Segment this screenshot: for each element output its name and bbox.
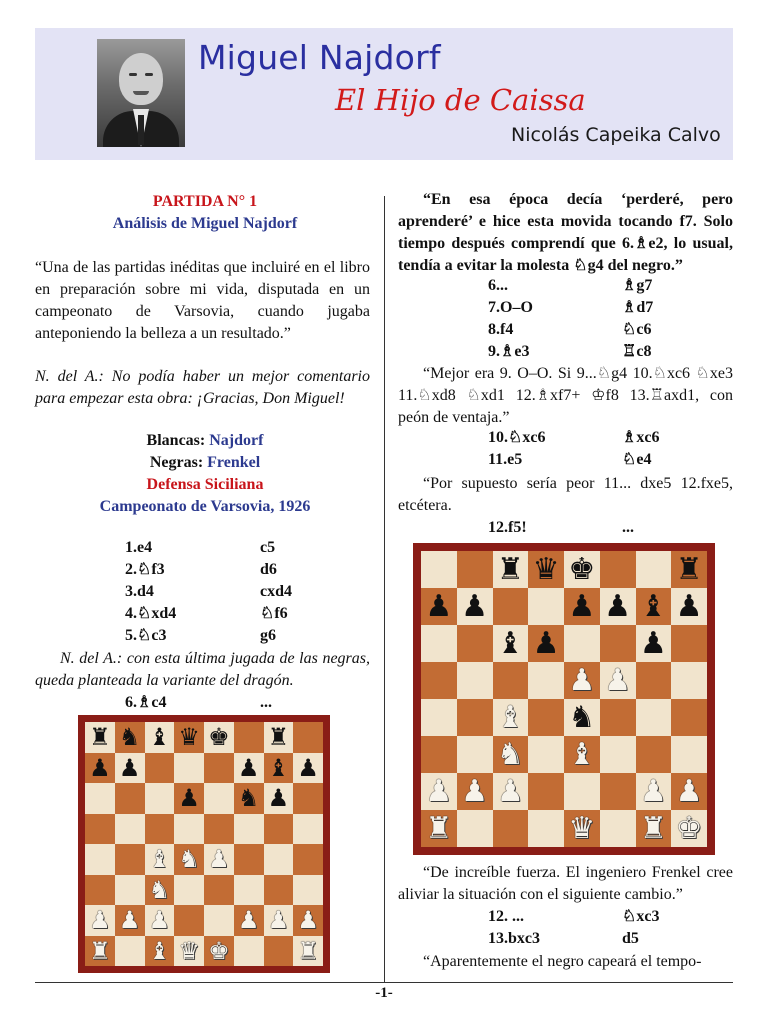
board-square [564,810,600,847]
board-square [115,844,145,875]
board-square [600,773,636,810]
board-square [528,588,564,625]
white-pawn-icon: ♟ [639,773,667,809]
author-note-2: N. del A.: con esta última jugada de las negras, queda planteada la variante del dragón. [35,650,370,689]
move-black: d5 [622,930,639,947]
board-square [600,736,636,773]
board-square [264,875,294,906]
board-square [528,736,564,773]
black-player: Negras: Frenkel [149,454,261,471]
white-bishop-icon: ♝ [148,936,171,965]
board-square [264,905,294,936]
move-black: ♘xc3 [622,908,660,925]
board-square [600,810,636,847]
board-square [600,662,636,699]
board-square [421,551,457,588]
board-square [457,588,493,625]
board-square [421,810,457,847]
quote-paragraph-1: “En esa época decía ‘perderé, pero aprenderé’ e hice esta movida tocando f7. Solo tiempo después comprendí que 6.♗e2, lo usual, tendía a evitar la molesta ♘g4 del negro.” [398,191,733,274]
board-square [528,773,564,810]
black-bishop-icon: ♝ [267,753,290,782]
board-square [528,810,564,847]
board-square [145,844,175,875]
board-square [264,844,294,875]
black-pawn-icon: ♟ [89,753,111,782]
analysis-label: Análisis de Miguel Najdorf [112,215,298,232]
page-number: -1- [375,985,393,1001]
author-photo [97,39,185,147]
quote-paragraph-2: “Mejor era 9. O–O. Si 9...♘g4 10.♘xc6 ♘xe3 11.♘xd8 ♘xd1 12.♗xf7+ ♔f8 13.♖axd1, con peón de ventaja.” [398,365,733,426]
move-white: 9.♗e3 [488,343,530,360]
black-pawn-icon: ♟ [639,625,667,661]
board-square [174,814,204,845]
board-square [493,736,529,773]
board-square [421,625,457,662]
white-queen-icon: ♛ [178,936,200,965]
black-pawn-icon: ♟ [604,588,632,624]
board-square [493,699,529,736]
move-black: ♘c6 [622,321,652,338]
move-white: 11.e5 [488,451,523,468]
board-square [204,753,234,784]
board-square [115,722,145,753]
white-rook-icon: ♜ [89,936,111,965]
white-pawn-icon: ♟ [568,662,596,698]
intro-quote: “Una de las partidas inéditas que incluiré en el libro en preparación sobre mi vida, disputada en un campeonato de Varsovia, cuando jugaba anteponiendo la belleza a un resultado.” [35,259,370,342]
board-square [421,699,457,736]
board-square [564,588,600,625]
board-square [264,722,294,753]
game-label: PARTIDA N° 1 [152,193,258,210]
board-square [174,753,204,784]
board-square [457,810,493,847]
white-pawn-icon: ♟ [89,906,111,935]
white-pawn-icon: ♟ [118,906,141,935]
board-square [671,699,707,736]
quote-paragraph-5: “Aparentemente el negro capeará el tempo- [423,953,702,970]
black-pawn-icon: ♟ [675,588,703,624]
board-square [293,783,323,814]
move-white: 10.♘xc6 [488,429,546,446]
move-6-black: ... [260,694,272,711]
board-square [145,814,175,845]
board-square [145,753,175,784]
move-white: 8.f4 [488,321,514,338]
quote-paragraph-3: “Por supuesto sería peor 11... dxe5 12.fxe5, etcétera. [398,475,733,514]
board-square [457,773,493,810]
board-square [145,783,175,814]
white-pawn-icon: ♟ [604,662,632,698]
white-pawn-icon: ♟ [148,906,171,935]
black-king-icon: ♚ [208,723,230,752]
board-square [636,699,672,736]
board-square [204,875,234,906]
board-square [421,662,457,699]
white-bishop-icon: ♝ [568,736,596,772]
board-square [600,551,636,588]
board-square [234,783,264,814]
board-square [204,936,234,967]
board-square [85,936,115,967]
board-square [204,814,234,845]
white-bishop-icon: ♝ [496,699,524,735]
board-square [636,588,672,625]
white-king-icon: ♚ [675,810,703,846]
white-pawn-icon: ♟ [461,773,489,809]
board-square [564,662,600,699]
board-square [234,936,264,967]
board-square [457,551,493,588]
black-pawn-icon: ♟ [297,753,319,782]
book-subtitle: El Hijo de Caissa [335,83,586,117]
board-square [85,844,115,875]
board-square [264,783,294,814]
board-square [115,875,145,906]
black-pawn-icon: ♟ [568,588,596,624]
black-knight-icon: ♞ [118,723,141,752]
move-12-black: ... [622,519,634,536]
board-square [564,551,600,588]
board-square [234,875,264,906]
board-square [234,905,264,936]
board-square [457,625,493,662]
board-square [115,783,145,814]
board-square [115,753,145,784]
white-bishop-icon: ♝ [148,845,171,874]
black-knight-icon: ♞ [237,784,260,813]
board-square [115,936,145,967]
black-bishop-icon: ♝ [148,723,171,752]
footer-rule [35,982,733,983]
move-black: cxd4 [260,583,292,600]
board-square [293,936,323,967]
opening-name: Defensa Siciliana [146,476,264,493]
board-square [264,753,294,784]
board-square [671,736,707,773]
chess-board-1 [78,715,330,973]
board-square [293,875,323,906]
board-square [234,844,264,875]
black-bishop-icon: ♝ [496,625,524,661]
board-square [528,662,564,699]
board-square [174,936,204,967]
white-rook-icon: ♜ [425,810,453,846]
board-square [493,810,529,847]
board-square [671,551,707,588]
white-pawn-icon: ♟ [267,906,290,935]
board-square [671,662,707,699]
move-black: ♗g7 [622,277,653,294]
quote-paragraph-4: “De increíble fuerza. El ingeniero Frenkel cree aliviar la situación con el siguiente cambio.” [398,864,733,903]
black-pawn-icon: ♟ [532,625,560,661]
black-pawn-icon: ♟ [118,753,141,782]
black-queen-icon: ♛ [178,723,200,752]
board-square [204,783,234,814]
board-square [564,699,600,736]
white-rook-icon: ♜ [297,936,319,965]
board-square [636,736,672,773]
white-player: Blancas: Najdorf [146,432,264,449]
board-square [85,814,115,845]
white-knight-icon: ♞ [148,875,171,904]
author-note-1: N. del A.: No podía haber un mejor comentario para empezar esta obra: ¡Gracias, Don Miguel! [35,368,370,407]
black-rook-icon: ♜ [267,723,290,752]
move-white: 2.♘f3 [125,561,165,578]
board-square [671,588,707,625]
board-square [85,783,115,814]
move-black: d6 [260,561,277,578]
move-black: ♗d7 [622,299,654,316]
black-bishop-icon: ♝ [639,588,667,624]
board-square [293,844,323,875]
board-square [528,551,564,588]
board-square [528,699,564,736]
board-square [234,722,264,753]
board-square [174,844,204,875]
board-square [493,551,529,588]
board-square [145,722,175,753]
board-square [493,773,529,810]
board-square [564,736,600,773]
board-square [264,936,294,967]
board-square [234,753,264,784]
board-square [636,810,672,847]
board-square [115,814,145,845]
move-black: g6 [260,627,276,644]
book-title: Miguel Najdorf [198,38,441,77]
board-square [636,625,672,662]
board-square [528,625,564,662]
board-square [457,662,493,699]
board-square [145,936,175,967]
black-rook-icon: ♜ [89,723,111,752]
board-square [600,625,636,662]
board-square [145,905,175,936]
board-square [493,662,529,699]
move-white: 3.d4 [125,583,154,600]
white-pawn-icon: ♟ [208,845,230,874]
move-white: 5.♘c3 [125,627,167,644]
board-square [293,905,323,936]
white-pawn-icon: ♟ [237,906,260,935]
white-queen-icon: ♛ [568,810,596,846]
board-square [671,810,707,847]
board-square [421,588,457,625]
white-pawn-icon: ♟ [425,773,453,809]
board-square [234,814,264,845]
move-black: c5 [260,539,276,556]
board-square [600,588,636,625]
board-square [264,814,294,845]
move-white: 7.O–O [488,299,533,316]
move-white: 13.bxc3 [488,930,540,947]
move-white: 4.♘xd4 [125,605,177,622]
board-square [174,875,204,906]
board-square [421,736,457,773]
white-knight-icon: ♞ [178,845,200,874]
board-square [115,905,145,936]
white-rook-icon: ♜ [639,810,667,846]
black-king-icon: ♚ [568,551,596,587]
move-white: 1.e4 [125,539,153,556]
board-square [564,773,600,810]
board-square [174,905,204,936]
move-6-white: 6.♗c4 [125,694,167,711]
board-square [85,875,115,906]
board-square [204,722,234,753]
white-pawn-icon: ♟ [297,906,319,935]
board-square [174,783,204,814]
board-square [564,625,600,662]
black-pawn-icon: ♟ [461,588,489,624]
board-square [293,722,323,753]
board-square [85,753,115,784]
board-square [493,588,529,625]
move-black: ♘f6 [260,605,288,622]
black-pawn-icon: ♟ [267,784,290,813]
board-square [636,551,672,588]
board-square [204,844,234,875]
move-black: ♗xc6 [622,429,660,446]
board-square [293,753,323,784]
white-pawn-icon: ♟ [496,773,524,809]
move-white: 12. ... [488,908,524,925]
board-square [174,722,204,753]
move-black: ♖c8 [622,343,652,360]
board-square [204,905,234,936]
black-rook-icon: ♜ [675,551,703,587]
black-rook-icon: ♜ [496,551,524,587]
white-pawn-icon: ♟ [675,773,703,809]
chess-board-2 [413,543,715,855]
move-white: 6... [488,277,508,294]
black-pawn-icon: ♟ [237,753,260,782]
white-king-icon: ♚ [208,936,230,965]
board-square [85,722,115,753]
black-queen-icon: ♛ [532,551,560,587]
event-name: Campeonato de Varsovia, 1926 [99,498,311,515]
white-knight-icon: ♞ [496,736,524,772]
move-black: ♘e4 [622,451,652,468]
move-12-white: 12.f5! [488,519,527,536]
board-square [671,773,707,810]
board-square [600,699,636,736]
black-knight-icon: ♞ [568,699,596,735]
board-square [457,699,493,736]
column-divider [384,196,385,982]
black-pawn-icon: ♟ [425,588,453,624]
board-square [636,773,672,810]
board-square [671,625,707,662]
board-square [493,625,529,662]
black-pawn-icon: ♟ [178,784,200,813]
board-square [636,662,672,699]
board-square [145,875,175,906]
board-square [421,773,457,810]
board-square [293,814,323,845]
book-author: Nicolás Capeika Calvo [511,124,721,146]
board-square [85,905,115,936]
board-square [457,736,493,773]
